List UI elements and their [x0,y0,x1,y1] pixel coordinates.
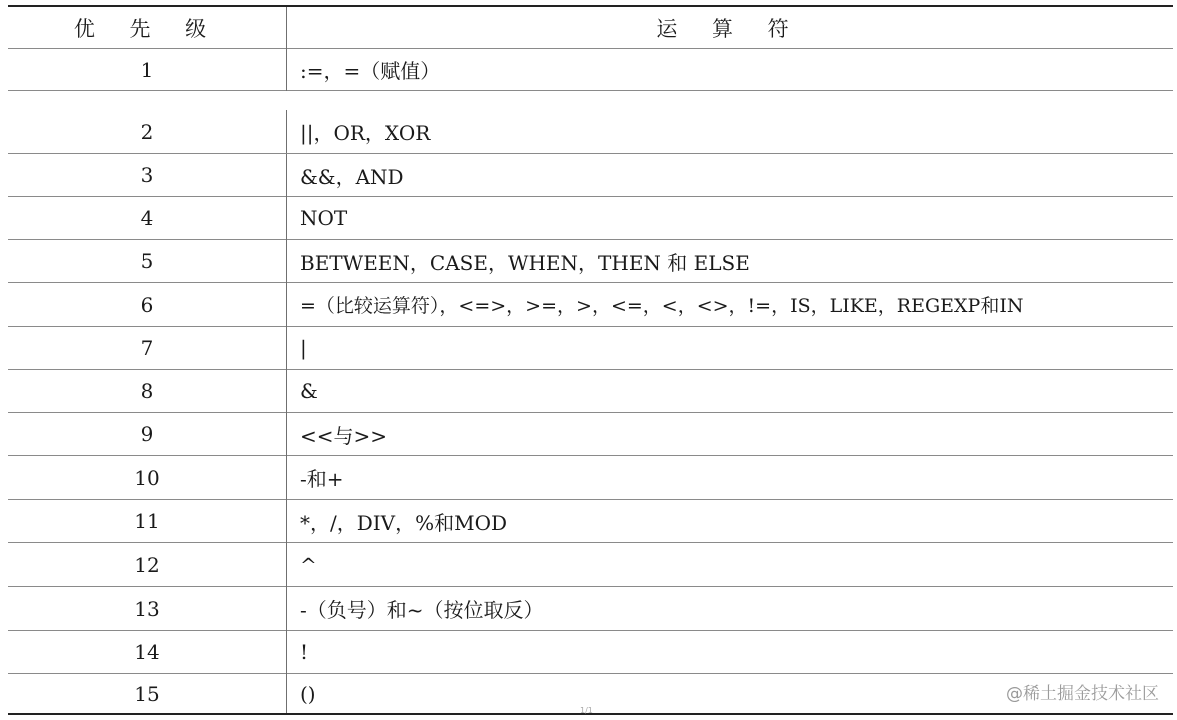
priority-cell: 10 [134,465,160,490]
priority-cell: 5 [140,249,154,273]
table-row [8,500,1173,543]
table-row [8,283,1173,327]
operators-cell: =（比较运算符），<=>，>=，>，<=，<，<>，!=，IS，LIKE，REGEXP和IN [300,295,1024,317]
column-divider [286,674,287,713]
column-divider [286,240,287,283]
operators-cell: -（负号）和~（按位取反） [300,598,544,622]
operators-cell: ! [300,640,309,664]
column-divider [286,154,287,197]
priority-cell: 15 [134,681,160,706]
column-divider [286,500,287,543]
operators-cell: | [300,336,307,360]
table-row [8,110,1173,154]
column-divider [286,631,287,674]
priority-cell: 6 [140,292,154,317]
operators-cell: BETWEEN，CASE，WHEN，THEN 和 ELSE [300,250,750,275]
operators-cell: & [300,379,318,403]
table-row [8,543,1173,587]
table-row [8,631,1173,674]
priority-cell: 1 [140,57,154,82]
operators-cell: () [300,681,316,706]
operators-cell: <<与>> [300,423,388,448]
priority-cell: 12 [134,552,160,577]
table-row [8,456,1173,500]
table-row [8,370,1173,413]
column-divider [286,370,287,413]
priority-cell: 7 [140,336,154,360]
table-row [8,587,1173,631]
page-marker: 1/1 [580,706,593,715]
column-divider [286,543,287,587]
table-header-row [8,7,1173,49]
column-divider [286,49,287,91]
operators-cell: &&，AND [300,164,404,189]
table-row [8,413,1173,456]
column-divider [286,413,287,456]
priority-cell: 8 [140,379,154,403]
column-divider [286,587,287,631]
priority-cell: 3 [140,163,154,187]
column-divider [286,7,287,49]
operators-cell: -和+ [300,467,344,491]
priority-cell: 13 [134,596,160,621]
operators-cell: :=，=（赋值） [300,59,441,83]
table-row [8,327,1173,370]
priority-cell: 14 [134,640,160,664]
header-operators: 运 算 符 [656,16,803,41]
operators-cell: NOT [300,206,348,230]
header-priority: 优 先 级 [73,16,221,41]
column-divider [286,456,287,500]
table-row [8,49,1173,91]
column-divider [286,327,287,370]
priority-cell: 9 [140,422,154,446]
table-row [8,240,1173,283]
priority-cell: 11 [134,509,160,533]
priority-cell: 4 [140,206,154,230]
table-row [8,197,1173,240]
watermark: @稀土掘金技术社区 [1006,684,1159,704]
priority-cell: 2 [140,119,154,144]
table-row [8,154,1173,197]
column-divider [286,197,287,240]
operators-cell: ^ [300,552,317,577]
column-divider [286,283,287,327]
operators-cell: ||，OR，XOR [300,121,431,145]
operators-cell: *，/，DIV，%和MOD [300,510,508,535]
